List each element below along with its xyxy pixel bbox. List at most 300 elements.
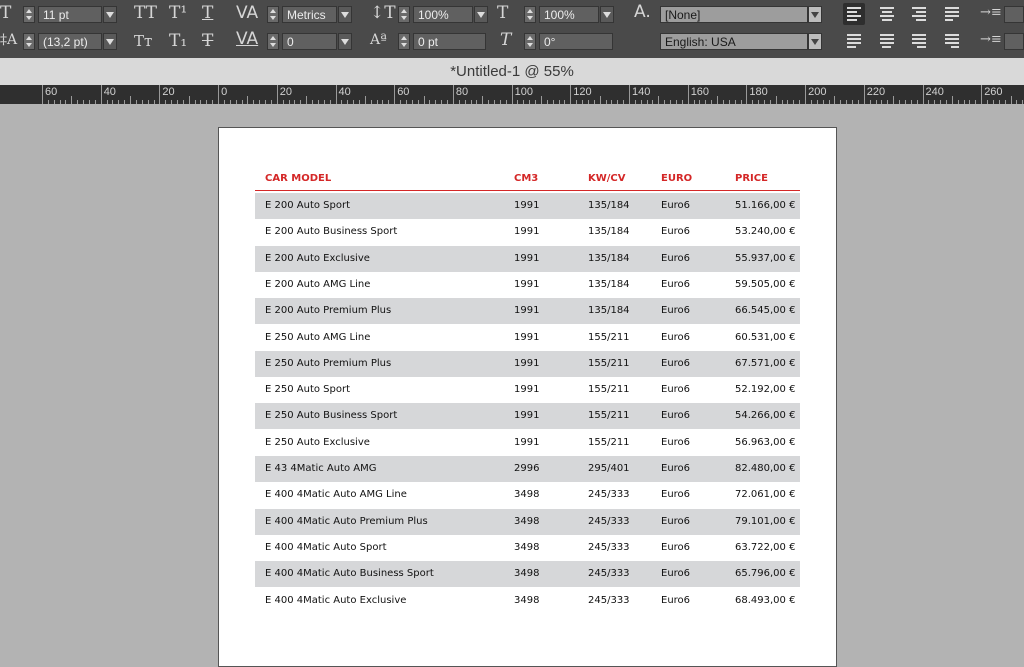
ruler-minor-tick: [782, 100, 783, 104]
ruler-major-tick: [336, 85, 337, 104]
horizontal-scale-dropdown[interactable]: [600, 6, 614, 23]
ruler-minor-tick: [330, 100, 331, 104]
ruler-minor-tick: [564, 100, 565, 104]
leading-dropdown[interactable]: [103, 33, 117, 50]
ruler-minor-tick: [300, 100, 301, 104]
table-row: [255, 272, 800, 298]
ruler-minor-tick: [112, 100, 113, 104]
ruler-minor-tick: [658, 96, 659, 104]
cell-price: 53.240,00 €: [735, 226, 796, 238]
ruler-minor-tick: [606, 100, 607, 104]
ruler-minor-tick: [283, 100, 284, 104]
ruler-minor-tick: [500, 100, 501, 104]
cell-price: 68.493,00 €: [735, 594, 796, 606]
ruler-minor-tick: [382, 100, 383, 104]
ruler-minor-tick: [588, 100, 589, 104]
left-indent-field[interactable]: [1004, 6, 1024, 23]
ruler-minor-tick: [911, 100, 912, 104]
cell-euro: Euro6: [661, 594, 691, 606]
font-size-field[interactable]: 11 pt: [38, 6, 102, 23]
align-left-button[interactable]: [843, 3, 865, 25]
ruler-minor-tick: [89, 100, 90, 104]
ruler-minor-tick: [529, 100, 530, 104]
ruler-minor-tick: [1011, 96, 1012, 104]
ruler-minor-tick: [535, 100, 536, 104]
leading-icon: ‡A: [0, 32, 18, 48]
table-row: [255, 509, 800, 535]
table-row: [255, 298, 800, 324]
ruler-minor-tick: [54, 100, 55, 104]
cell-euro: Euro6: [661, 200, 691, 211]
small-caps-icon[interactable]: Tт: [134, 32, 153, 50]
cell-kw: 155/211: [588, 357, 630, 369]
ruler-minor-tick: [1005, 100, 1006, 104]
ruler-minor-tick: [247, 96, 248, 104]
cell-euro: Euro6: [661, 226, 691, 238]
ruler-label: 100: [514, 86, 533, 98]
ruler-major-tick: [981, 85, 982, 104]
cell-euro: Euro6: [661, 384, 691, 396]
ruler-minor-tick: [993, 100, 994, 104]
align-away-from-spine-button[interactable]: [941, 30, 963, 52]
cell-model: E 200 Auto Exclusive: [265, 252, 370, 264]
ruler-minor-tick: [359, 100, 360, 104]
cell-cm3: 1991: [514, 278, 540, 290]
superscript-icon[interactable]: T¹: [169, 3, 188, 23]
cell-cm3: 1991: [514, 357, 540, 369]
ruler-minor-tick: [946, 100, 947, 104]
ruler-minor-tick: [259, 100, 260, 104]
ruler-label: 200: [808, 86, 827, 98]
vertical-scale-field[interactable]: 100%: [413, 6, 473, 23]
cell-price: 55.937,00 €: [735, 252, 796, 264]
ruler-label: 20: [162, 86, 175, 98]
cell-cm3: 1991: [514, 436, 540, 448]
ruler-minor-tick: [253, 100, 254, 104]
ruler-minor-tick: [107, 100, 108, 104]
cell-kw: 155/211: [588, 436, 630, 448]
vertical-scale-stepper[interactable]: [398, 6, 410, 23]
ruler-minor-tick: [969, 100, 970, 104]
table-row: [255, 535, 800, 561]
character-style-dropdown[interactable]: [808, 6, 822, 23]
ruler-minor-tick: [294, 100, 295, 104]
header-car-model: CAR MODEL: [265, 173, 332, 184]
table-row: [255, 456, 800, 482]
cell-price: 51.166,00 €: [735, 200, 796, 211]
cell-kw: 245/333: [588, 594, 630, 606]
ruler-minor-tick: [834, 96, 835, 104]
cell-model: E 200 Auto Premium Plus: [265, 305, 392, 317]
ruler-minor-tick: [412, 100, 413, 104]
ruler-label: 60: [397, 86, 410, 98]
cell-cm3: 1991: [514, 305, 540, 317]
align-right-button[interactable]: [908, 3, 930, 25]
baseline-shift-icon: Aª: [370, 32, 387, 48]
tracking-icon: VA: [236, 29, 259, 49]
kerning-field[interactable]: Metrics: [282, 6, 337, 23]
ruler-minor-tick: [476, 100, 477, 104]
document-page: [218, 127, 837, 667]
ruler-minor-tick: [429, 100, 430, 104]
cell-euro: Euro6: [661, 541, 691, 553]
cell-cm3: 1991: [514, 331, 540, 343]
table-row: [255, 482, 800, 508]
ruler-minor-tick: [723, 100, 724, 104]
ruler-minor-tick: [441, 100, 442, 104]
ruler-minor-tick: [471, 100, 472, 104]
cell-cm3: 2996: [514, 463, 540, 474]
ruler-minor-tick: [347, 100, 348, 104]
left-indent-icon: →≡: [980, 5, 1002, 20]
align-center-button[interactable]: [876, 3, 898, 25]
ruler-minor-tick: [776, 96, 777, 104]
ruler-minor-tick: [964, 100, 965, 104]
cell-model: E 400 4Matic Auto AMG Line: [265, 489, 407, 501]
control-panel: [0, 0, 1024, 59]
font-size-dropdown[interactable]: [103, 6, 117, 23]
ruler-minor-tick: [353, 100, 354, 104]
cell-model: E 400 4Matic Auto Business Sport: [265, 568, 434, 580]
ruler-minor-tick: [517, 100, 518, 104]
ruler-label: 160: [690, 86, 710, 98]
kerning-dropdown[interactable]: [338, 6, 352, 23]
ruler-minor-tick: [95, 100, 96, 104]
cell-euro: Euro6: [661, 489, 691, 501]
ruler-minor-tick: [811, 100, 812, 104]
ruler-minor-tick: [699, 100, 700, 104]
ruler-minor-tick: [952, 96, 953, 104]
cell-model: E 200 Auto AMG Line: [265, 278, 371, 290]
vertical-scale-dropdown[interactable]: [474, 6, 488, 23]
table-row: [255, 193, 800, 219]
cell-cm3: 3498: [514, 489, 540, 501]
cell-price: 66.545,00 €: [735, 305, 796, 317]
character-style-select[interactable]: [None]: [660, 6, 808, 23]
cell-model: E 250 Auto AMG Line: [265, 331, 371, 343]
ruler-minor-tick: [934, 100, 935, 104]
ruler-minor-tick: [1022, 100, 1023, 104]
horizontal-scale-stepper[interactable]: [524, 6, 536, 23]
cell-kw: 155/211: [588, 331, 630, 343]
ruler-minor-tick: [887, 100, 888, 104]
ruler-minor-tick: [77, 100, 78, 104]
ruler-minor-tick: [547, 100, 548, 104]
cell-model: E 200 Auto Sport: [265, 200, 351, 211]
ruler-minor-tick: [823, 100, 824, 104]
ruler-minor-tick: [829, 100, 830, 104]
ruler-minor-tick: [893, 96, 894, 104]
align-towards-spine-button[interactable]: [941, 3, 963, 25]
header-kw-cv: KW/CV: [588, 173, 626, 184]
ruler-minor-tick: [165, 100, 166, 104]
ruler-minor-tick: [928, 100, 929, 104]
table-row: [255, 430, 800, 456]
horizontal-scale-icon: T: [497, 3, 509, 23]
cell-kw: 245/333: [588, 515, 630, 527]
ruler-minor-tick: [371, 100, 372, 104]
ruler-minor-tick: [200, 100, 201, 104]
ruler-minor-tick: [623, 100, 624, 104]
ruler-minor-tick: [406, 100, 407, 104]
cell-model: E 200 Auto Business Sport: [265, 226, 398, 238]
ruler-label: 60: [45, 86, 58, 98]
ruler-minor-tick: [189, 96, 190, 104]
language-dropdown[interactable]: [808, 33, 822, 50]
strikethrough-icon[interactable]: T: [202, 31, 214, 51]
all-caps-icon[interactable]: TT: [134, 3, 157, 23]
ruler-minor-tick: [576, 100, 577, 104]
baseline-shift-stepper[interactable]: [398, 33, 410, 50]
ruler-minor-tick: [195, 100, 196, 104]
first-line-indent-icon: →≡: [980, 32, 1002, 47]
ruler-minor-tick: [482, 96, 483, 104]
ruler-minor-tick: [729, 100, 730, 104]
cell-cm3: 3498: [514, 541, 540, 553]
ruler-minor-tick: [682, 100, 683, 104]
ruler-minor-tick: [787, 100, 788, 104]
cell-kw: 135/184: [588, 200, 630, 211]
table-row: [255, 403, 800, 429]
ruler-major-tick: [923, 85, 924, 104]
ruler-minor-tick: [641, 100, 642, 104]
cell-euro: Euro6: [661, 436, 691, 448]
ruler-minor-tick: [987, 100, 988, 104]
ruler-minor-tick: [594, 100, 595, 104]
ruler-minor-tick: [752, 100, 753, 104]
ruler-minor-tick: [341, 100, 342, 104]
ruler-minor-tick: [676, 100, 677, 104]
cell-euro: Euro6: [661, 357, 691, 369]
cell-euro: Euro6: [661, 515, 691, 527]
cell-kw: 155/211: [588, 384, 630, 396]
ruler-major-tick: [629, 85, 630, 104]
ruler-major-tick: [453, 85, 454, 104]
ruler-label: 260: [984, 86, 1003, 98]
ruler-minor-tick: [999, 100, 1000, 104]
subscript-icon[interactable]: T₁: [169, 31, 188, 51]
kerning-stepper[interactable]: [267, 6, 279, 23]
ruler-minor-tick: [770, 100, 771, 104]
ruler-minor-tick: [717, 96, 718, 104]
ruler-minor-tick: [177, 100, 178, 104]
ruler-label: 180: [749, 86, 768, 98]
ruler-minor-tick: [917, 100, 918, 104]
cell-model: E 400 4Matic Auto Exclusive: [265, 594, 407, 606]
ruler-minor-tick: [881, 100, 882, 104]
ruler-minor-tick: [617, 100, 618, 104]
cell-price: 54.266,00 €: [735, 410, 796, 422]
ruler-major-tick: [570, 85, 571, 104]
underline-icon[interactable]: T: [202, 3, 214, 23]
ruler-major-tick: [42, 85, 43, 104]
ruler-label: 140: [632, 86, 651, 98]
ruler-minor-tick: [899, 100, 900, 104]
ruler-minor-tick: [494, 100, 495, 104]
ruler-major-tick: [512, 85, 513, 104]
ruler-minor-tick: [424, 96, 425, 104]
ruler-minor-tick: [541, 96, 542, 104]
ruler-minor-tick: [289, 100, 290, 104]
ruler-minor-tick: [523, 100, 524, 104]
cell-kw: 135/184: [588, 305, 630, 317]
skew-icon: T: [500, 30, 512, 50]
horizontal-ruler[interactable]: [0, 85, 1024, 104]
ruler-major-tick: [218, 85, 219, 104]
ruler-minor-tick: [635, 100, 636, 104]
ruler-minor-tick: [388, 100, 389, 104]
tracking-dropdown[interactable]: [338, 33, 352, 50]
ruler-minor-tick: [312, 100, 313, 104]
ruler-major-tick: [394, 85, 395, 104]
ruler-label: 20: [279, 86, 293, 98]
ruler-minor-tick: [206, 100, 207, 104]
ruler-label: 0: [221, 86, 228, 98]
vertical-scale-icon: ↕T: [370, 3, 396, 23]
baseline-shift-field[interactable]: 0 pt: [413, 33, 486, 50]
ruler-minor-tick: [705, 100, 706, 104]
ruler-minor-tick: [65, 100, 66, 104]
ruler-minor-tick: [183, 100, 184, 104]
ruler-major-tick: [159, 85, 160, 104]
ruler-minor-tick: [236, 100, 237, 104]
cell-kw: 135/184: [588, 278, 630, 290]
horizontal-scale-field[interactable]: 100%: [539, 6, 599, 23]
cell-price: 60.531,00 €: [735, 331, 796, 343]
ruler-minor-tick: [130, 96, 131, 104]
cell-kw: 245/333: [588, 568, 630, 580]
ruler-minor-tick: [958, 100, 959, 104]
ruler-minor-tick: [940, 100, 941, 104]
cell-model: E 250 Auto Sport: [265, 384, 351, 396]
ruler-minor-tick: [559, 100, 560, 104]
ruler-minor-tick: [846, 100, 847, 104]
ruler-minor-tick: [136, 100, 137, 104]
ruler-minor-tick: [83, 100, 84, 104]
character-style-icon: A.: [634, 2, 651, 22]
cell-model: E 250 Auto Exclusive: [265, 436, 370, 448]
ruler-minor-tick: [1016, 100, 1017, 104]
leading-stepper[interactable]: [23, 33, 35, 50]
header-price: PRICE: [735, 173, 768, 184]
cell-price: 56.963,00 €: [735, 436, 796, 448]
cell-cm3: 1991: [514, 410, 540, 422]
cell-price: 65.796,00 €: [735, 568, 796, 580]
ruler-minor-tick: [148, 100, 149, 104]
ruler-major-tick: [277, 85, 278, 104]
ruler-major-tick: [101, 85, 102, 104]
ruler-label: 40: [103, 86, 116, 98]
ruler-minor-tick: [265, 100, 266, 104]
ruler-minor-tick: [553, 100, 554, 104]
ruler-minor-tick: [694, 100, 695, 104]
tracking-stepper[interactable]: [267, 33, 279, 50]
cell-price: 63.722,00 €: [735, 541, 796, 553]
ruler-major-tick: [688, 85, 689, 104]
skew-stepper[interactable]: [524, 33, 536, 50]
ruler-minor-tick: [459, 100, 460, 104]
ruler-minor-tick: [465, 100, 466, 104]
ruler-minor-tick: [318, 100, 319, 104]
cell-price: 79.101,00 €: [735, 515, 796, 527]
ruler-minor-tick: [870, 100, 871, 104]
cell-kw: 245/333: [588, 489, 630, 501]
ruler-minor-tick: [664, 100, 665, 104]
cell-cm3: 1991: [514, 252, 540, 264]
justify-right-button[interactable]: [908, 30, 930, 52]
font-size-icon: T: [0, 3, 12, 23]
ruler-minor-tick: [735, 100, 736, 104]
ruler-label: 80: [455, 86, 469, 98]
ruler-major-tick: [805, 85, 806, 104]
cell-cm3: 3498: [514, 515, 540, 527]
ruler-minor-tick: [224, 100, 225, 104]
ruler-minor-tick: [711, 100, 712, 104]
ruler-minor-tick: [124, 100, 125, 104]
justify-center-button[interactable]: [876, 30, 898, 52]
ruler-minor-tick: [858, 100, 859, 104]
ruler-minor-tick: [975, 100, 976, 104]
ruler-major-tick: [864, 85, 865, 104]
cell-cm3: 1991: [514, 200, 540, 211]
first-line-indent-field[interactable]: [1004, 33, 1024, 50]
language-select[interactable]: English: USA: [660, 33, 808, 50]
skew-field[interactable]: 0°: [539, 33, 613, 50]
table-row: [255, 377, 800, 403]
cell-price: 82.480,00 €: [735, 463, 796, 474]
leading-field[interactable]: (13,2 pt): [38, 33, 102, 50]
cell-kw: 135/184: [588, 226, 630, 238]
ruler-minor-tick: [377, 100, 378, 104]
ruler-minor-tick: [418, 100, 419, 104]
ruler-minor-tick: [271, 100, 272, 104]
document-tab[interactable]: *Untitled-1 @ 55%: [0, 58, 1024, 86]
tracking-field[interactable]: 0: [282, 33, 337, 50]
cell-kw: 155/211: [588, 410, 630, 422]
table-row: [255, 246, 800, 272]
ruler-minor-tick: [600, 96, 601, 104]
cell-cm3: 3498: [514, 568, 540, 580]
cell-cm3: 1991: [514, 226, 540, 238]
ruler-minor-tick: [365, 96, 366, 104]
ruler-minor-tick: [840, 100, 841, 104]
font-size-stepper[interactable]: [23, 6, 35, 23]
ruler-minor-tick: [582, 100, 583, 104]
justify-left-button[interactable]: [843, 30, 865, 52]
ruler-minor-tick: [793, 100, 794, 104]
ruler-label: 220: [866, 86, 886, 98]
table-row: [255, 588, 800, 614]
cell-euro: Euro6: [661, 568, 691, 580]
table-row: [255, 325, 800, 351]
table-row: [255, 561, 800, 587]
cell-euro: Euro6: [661, 305, 691, 317]
ruler-minor-tick: [306, 96, 307, 104]
ruler-minor-tick: [817, 100, 818, 104]
ruler-minor-tick: [758, 100, 759, 104]
ruler-minor-tick: [670, 100, 671, 104]
ruler-minor-tick: [611, 100, 612, 104]
ruler-minor-tick: [876, 100, 877, 104]
ruler-minor-tick: [154, 100, 155, 104]
cell-cm3: 3498: [514, 594, 540, 606]
cell-model: E 43 4Matic Auto AMG: [265, 463, 377, 474]
ruler-minor-tick: [212, 100, 213, 104]
kerning-icon: VA: [236, 3, 259, 23]
cell-euro: Euro6: [661, 331, 691, 343]
ruler-minor-tick: [435, 100, 436, 104]
ruler-minor-tick: [71, 96, 72, 104]
